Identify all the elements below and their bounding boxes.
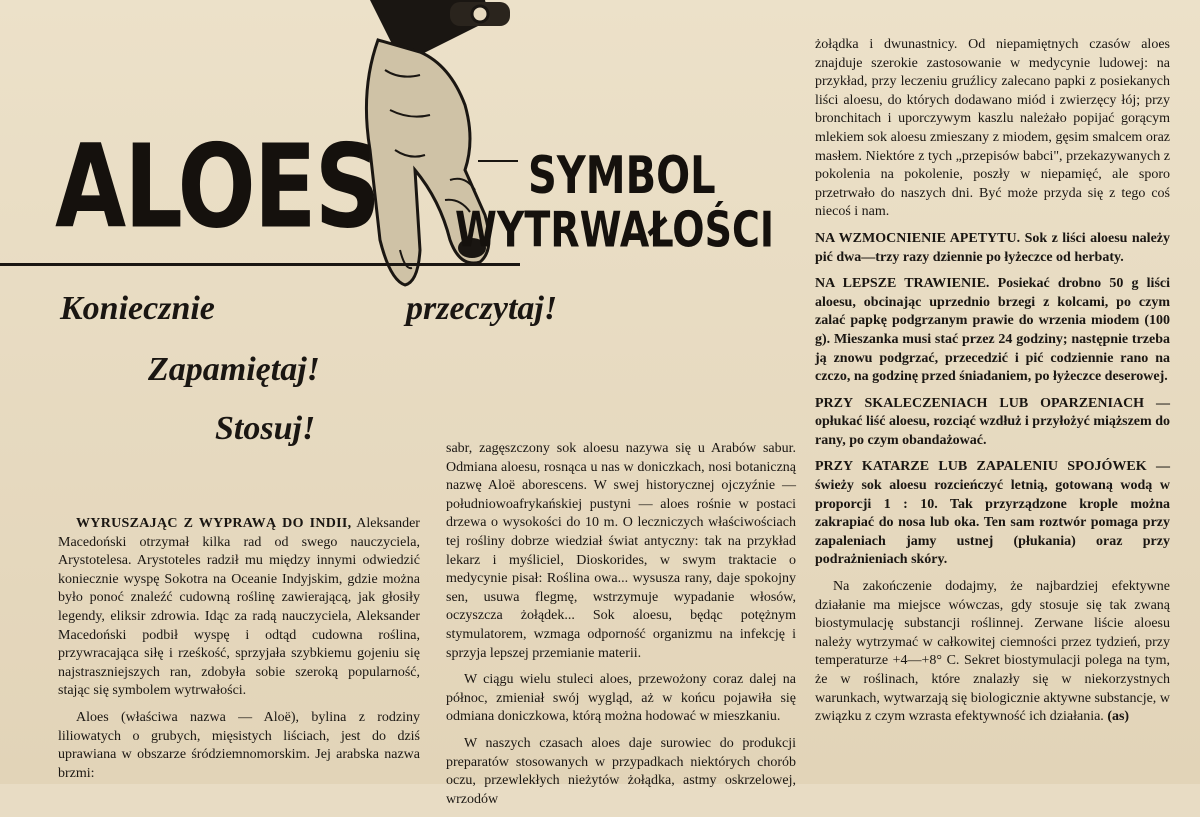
remedy-text: Sok z liści aloesu należy pić dwa—trzy razy dziennie po łyżeczce od herbaty. <box>815 230 1171 265</box>
remedy-appetite <box>815 230 1170 267</box>
article-column-1 <box>58 515 420 791</box>
remedy-heading: NA WZMOCNIENIE APETYTU. <box>815 230 1021 246</box>
remedy-heading: PRZY KATARZE LUB ZAPALENIU SPOJÓWEK <box>815 459 1147 475</box>
paragraph-text: Aleksander Macedoński otrzymał kilka rad od swego nauczyciela, Arystotelesa. Arystoteles radził mu między innymi odwiedzić koniecznie wyspę Sokotra na Oceanie Indyjskim, gdzie można było ponoć znaleźć cudowną roślinę zawierającą, jak głosiły legendy, eliksir zdrowia. Idąc za radą nauczyciela, Aleksander Macedoński podbił wyspę i odtąd cudowna roślina, przywracająca siłę i rześkość, sprzyjała szybkiemu gojeniu się najstraszniejszych ran, zdobyła sobie szeroką popularność, stając się symbolem wytrwałości. <box>58 516 420 699</box>
slogan-koniecznie: Koniecznie <box>60 290 215 327</box>
slogan-przeczytaj: przeczytaj! <box>406 290 558 327</box>
article-column-3 <box>815 36 1170 735</box>
paragraph: Aloes (właściwa nazwa — Aloë), bylina z rodziny liliowatych o grubych, mięsistych liściach, jest do dziś uprawiana w obszarze śródziemnomorskim. Jej arabska nazwa brzmi: <box>58 709 420 781</box>
paragraph: sabr, zagęszczony sok aloesu nazywa się u Arabów sabur. Odmiana aloesu, rosnąca u nas w doniczkach, nosi botaniczną nazwę Aloë aborescens. W swej historycznej ojczyźnie — południowoafrykańskiej pustyni — aloes rośnie w postaci drzewa o wysokości do 10 m. O leczniczych właściwościach tej rośliny dobrze wiedział świat antyczny: tak na przykład lekarz i myśliciel, Dioskorides, w swym traktacie o medycynie pisał: Roślina owa... wysusza rany, daje spokojny sen, usuwa flegmę, wstrzymuje wypadanie włosów, oczyszcza żołądek... Sok aloesu, będąc potężnym stymulatorem, wzmaga odporność organizmu na infekcję i sprzyja lepszej przemianie materii. <box>446 441 796 661</box>
lead-in: WYRUSZAJĄC Z WYPRAWĄ DO INDII, <box>76 516 352 531</box>
paragraph-text: Na zakończenie dodajmy, że najbardziej efektywne działanie ma miejsce wówczas, gdy stosuje się tak zwaną biostymulację substancji roślinnej. Zerwane liście aloesu należy wytrzymać w całkowitej ciemności przez tydzień, przy temperaturze +4—+8° C. Sekret biostymulacji polega na tym, że w roślinach, które znalazły się w niekorzystnych warunkach, wytwarzają się biologicznie aktywne substancje, w związku z czym wzrasta efektywność ich działania. <box>815 579 1170 725</box>
headline-aloes: ALOES <box>55 120 379 254</box>
author-signature: (as) <box>1107 709 1130 725</box>
slogan-zapamietaj: Zapamiętaj! <box>148 351 320 388</box>
remedy-digestion <box>815 275 1170 387</box>
remedy-text: — opłukać liść aloesu, rozciąć wzdłuż i przyłożyć miąższem do rany, po czym obandażować. <box>815 395 1170 448</box>
slogan-stosuj: Stosuj! <box>215 410 316 447</box>
remedy-cold <box>815 458 1170 570</box>
headline-dash <box>478 160 518 162</box>
paragraph: W ciągu wielu stuleci aloes, przewożony coraz dalej na północ, zmieniał swój wygląd, aż w końcu pojawiła się odmiana doniczkowa, którą można hodować w mieszkaniu. <box>446 672 796 725</box>
remedy-text: Posiekać drobno 50 g liści aloesu, obcinając uprzednio brzegi z kolcami, po czym zalać papkę podgrzanym prawie do wrzenia miodem (100 g). Mieszanka musi stać przez 24 godziny; następnie trzeba ją znowu podgrzać, przecedzić i pić codziennie rano na czczo, na godzinę przed śniadaniem, po łyżeczce deserowej. <box>815 276 1170 385</box>
paragraph: żołądka i dwunastnicy. Od niepamiętnych czasów aloes znajduje szerokie zastosowanie w medycynie ludowej: na przykład, przy leczeniu gruźlicy zalecano papki z posiekanych liści aloesu, do których dodawano miód i zwierzęcy łój; przy bronchitach i uporczywym kaszlu należało popijać gorącym mlekiem sok aloesu zmieszany z miodem, gęsim smalcem oraz masłem. Niektóre z tych „przepisów babci", przekazywanych z pokolenia na pokolenie, poszły w niepamięć, ale sporo przetrwało do naszych dni. Być może przyda się z tego coś niecoś i nam. <box>815 37 1170 220</box>
remedy-heading: NA LEPSZE TRAWIENIE. <box>815 276 990 292</box>
paragraph <box>815 578 1170 727</box>
paragraph <box>58 515 420 701</box>
paragraph: W naszych czasach aloes daje surowiec do produkcji preparatów stosowanych w przypadkach niektórych chorób oczu, przewlekłych nieżytów żołądka, astmy oskrzelowej, wrzodów <box>446 735 796 807</box>
headline-wytrwalosci: WYTRWAŁOŚCI <box>455 201 774 259</box>
remedy-text: — świeży sok aloesu rozcieńczyć letnią, gotowaną wodą w proporcji 1 : 10. Tak przyrządzone krople można zakrapiać do nosa lub oka. Ten sam roztwór pomaga przy zapaleniach jamy ustnej (płukania) oraz przy podrażnieniach skóry. <box>815 459 1171 568</box>
remedy-heading: PRZY SKALECZENIACH LUB OPARZENIACH <box>815 395 1145 411</box>
article-column-2 <box>446 440 796 817</box>
remedy-wounds <box>815 395 1170 451</box>
headline-rule <box>0 263 520 266</box>
headline-symbol: SYMBOL <box>528 146 716 206</box>
